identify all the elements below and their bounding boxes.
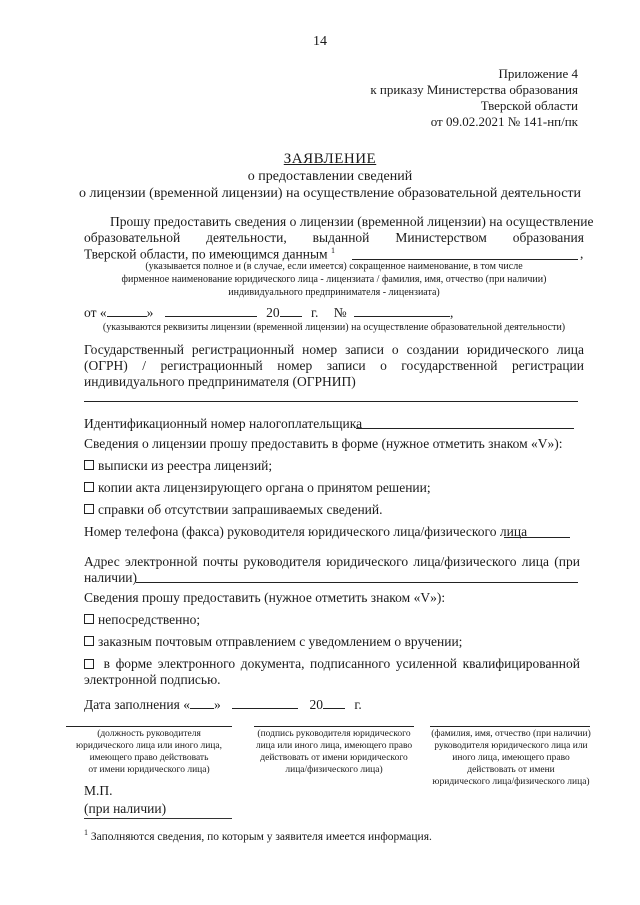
position-caption <box>66 728 232 776</box>
word: (при <box>554 554 580 569</box>
caption-line: иного лица, имеющего право <box>452 753 570 763</box>
year-suffix: г. <box>310 305 319 320</box>
word: электронного <box>157 656 236 671</box>
word: юридического <box>326 554 409 569</box>
day-field[interactable] <box>107 304 147 317</box>
request-line-2 <box>84 230 584 246</box>
caption-line: юридического лица/физического лица) <box>432 777 590 787</box>
checkbox[interactable] <box>84 659 94 669</box>
form-question: Сведения о лицензии прошу предоставить в форме (нужное отметить знаком «V»): <box>84 436 563 451</box>
annex-reference <box>370 66 578 130</box>
caption-line: действовать от имени юридического <box>260 753 408 763</box>
caption-line: имеющего право действовать <box>89 753 209 763</box>
inn-label: Идентификационный номер налогоплательщика <box>84 416 363 431</box>
year-suffix: г. <box>354 697 362 712</box>
hint-line: фирменное наименование юридического лица - лицензиата / фамилия, имя, отчество (при наличии) <box>121 274 547 285</box>
word: образования <box>512 230 584 245</box>
full-name-line[interactable] <box>430 726 590 727</box>
caption-line: лица или иного лица, имеющего право <box>255 741 413 751</box>
license-number-field[interactable] <box>354 304 450 317</box>
caption-line: юридического лица или иного лица, <box>76 741 222 751</box>
checkbox[interactable] <box>84 636 94 646</box>
annex-line: от 09.02.2021 № 141-нп/пк <box>430 114 578 129</box>
delivery-option-direct <box>84 612 200 628</box>
license-details-hint: (указываются реквизиты лицензии (временной лицензии) на осуществление образовательной деятельности) <box>102 322 566 333</box>
word: форме <box>115 656 153 671</box>
request-line-1: Прошу предоставить сведения о лицензии (временной лицензии) на осуществление <box>110 214 594 229</box>
annex-line: Приложение 4 <box>498 66 578 81</box>
number-sign: № <box>333 305 347 320</box>
fill-month-field[interactable] <box>232 696 298 709</box>
caption-line: (должность руководителя <box>97 729 201 739</box>
form-option-certificate <box>84 502 383 518</box>
subtitle-line: о предоставлении сведений <box>247 169 413 184</box>
title-block <box>60 150 600 202</box>
license-details-line <box>84 304 453 321</box>
month-field[interactable] <box>165 304 257 317</box>
caption-line: лица/физического лица) <box>285 765 383 775</box>
word: в <box>103 656 110 671</box>
caption-line: от имени юридического лица) <box>88 765 210 775</box>
word: Министерством <box>395 230 487 245</box>
word: руководителя <box>243 554 322 569</box>
hint-line: индивидуального предпринимателя - лицензиата) <box>228 287 440 298</box>
caption-line: руководителя юридического лица или <box>434 741 588 751</box>
word: электронной <box>124 554 198 569</box>
ogrn-paragraph: Государственный регистрационный номер записи о создании юридического лица (ОГРН) / регистрационный номер записи о государственной регистрации индивидуального предпринимателя (ОГРНИП) <box>84 342 584 389</box>
fill-day-field[interactable] <box>190 696 214 709</box>
fill-year-field[interactable] <box>323 696 345 709</box>
word: подписанного <box>310 656 391 671</box>
stamp-place <box>84 782 166 818</box>
year-prefix: 20 <box>266 305 280 320</box>
fill-date-label: Дата заполнения « <box>84 697 190 712</box>
word: документа, <box>240 656 305 671</box>
footnote-rule <box>84 818 232 819</box>
caption-line: (фамилия, имя, отчество (при наличии) <box>431 729 591 739</box>
delivery-option-electronic <box>84 656 580 672</box>
year-field[interactable] <box>280 304 302 317</box>
word: лица <box>521 554 549 569</box>
close-quote: » <box>146 305 154 320</box>
word: усиленной <box>395 656 457 671</box>
delivery-question: Сведения прошу предоставить (нужное отметить знаком «V»): <box>84 590 446 605</box>
delivery-option-electronic-cont: электронной подписью. <box>84 672 221 687</box>
comma: , <box>450 305 454 320</box>
from-label: от « <box>84 305 107 320</box>
signature-caption <box>250 728 418 776</box>
caption-line: действовать от имени <box>467 765 555 775</box>
year-prefix: 20 <box>309 697 323 712</box>
word: Адрес <box>84 554 120 569</box>
word: лица/физического <box>413 554 517 569</box>
close-quote: » <box>213 697 221 712</box>
word: образовательной <box>84 230 181 245</box>
word: почты <box>202 554 239 569</box>
email-line-2: наличии) <box>84 570 138 585</box>
footnote <box>84 828 432 843</box>
checkbox[interactable] <box>84 482 94 492</box>
word: квалифицированной <box>462 656 580 671</box>
checkbox[interactable] <box>84 504 94 514</box>
hint-line: (указывается полное и (в случае, если имеется) сокращенное наименование, в том числе <box>145 261 523 272</box>
form-option-act-copy <box>84 480 431 496</box>
checkbox[interactable] <box>84 614 94 624</box>
trailing-comma: , <box>580 246 584 261</box>
email-line-1 <box>84 554 580 570</box>
stamp-note: (при наличии) <box>84 801 167 816</box>
signature-line[interactable] <box>254 726 414 727</box>
document-title: ЗАЯВЛЕНИЕ <box>283 151 377 167</box>
option-label: копии акта лицензирующего органа о принятом решении; <box>98 480 431 495</box>
stamp-label: М.П. <box>84 783 113 798</box>
inn-field[interactable] <box>356 428 574 429</box>
option-label: заказным почтовым отправлением с уведомлением о вручении; <box>98 634 463 649</box>
word: деятельности, <box>206 230 287 245</box>
form-option-extract <box>84 458 272 474</box>
word: выданной <box>312 230 370 245</box>
position-line[interactable] <box>66 726 232 727</box>
fill-date-line <box>84 696 362 713</box>
phone-field[interactable] <box>504 537 570 538</box>
subtitle-line: о лицензии (временной лицензии) на осуществление образовательной деятельности <box>78 186 582 201</box>
option-label: непосредственно; <box>98 612 201 627</box>
licensee-hint <box>84 260 584 299</box>
ogrn-field[interactable] <box>84 401 578 402</box>
annex-line: Тверской области <box>480 98 578 113</box>
footnote-mark: 1 <box>84 828 88 837</box>
phone-label: Номер телефона (факса) руководителя юридического лица/физического лица <box>84 524 528 539</box>
page-number: 14 <box>313 34 327 49</box>
option-label: выписки из реестра лицензий; <box>98 458 273 473</box>
request-line-3-text: Тверской области, по имеющимся данным <box>84 246 328 262</box>
footnote-text: Заполняются сведения, по которым у заявителя имеется информация. <box>90 830 432 843</box>
delivery-option-mail <box>84 634 462 650</box>
caption-line: (подпись руководителя юридического <box>257 729 411 739</box>
annex-line: к приказу Министерства образования <box>370 82 578 97</box>
footnote-mark: 1 <box>330 246 335 255</box>
email-field[interactable] <box>136 582 578 583</box>
checkbox[interactable] <box>84 460 94 470</box>
full-name-caption <box>426 728 596 788</box>
option-label: справки об отсутствии запрашиваемых сведений. <box>98 502 383 517</box>
